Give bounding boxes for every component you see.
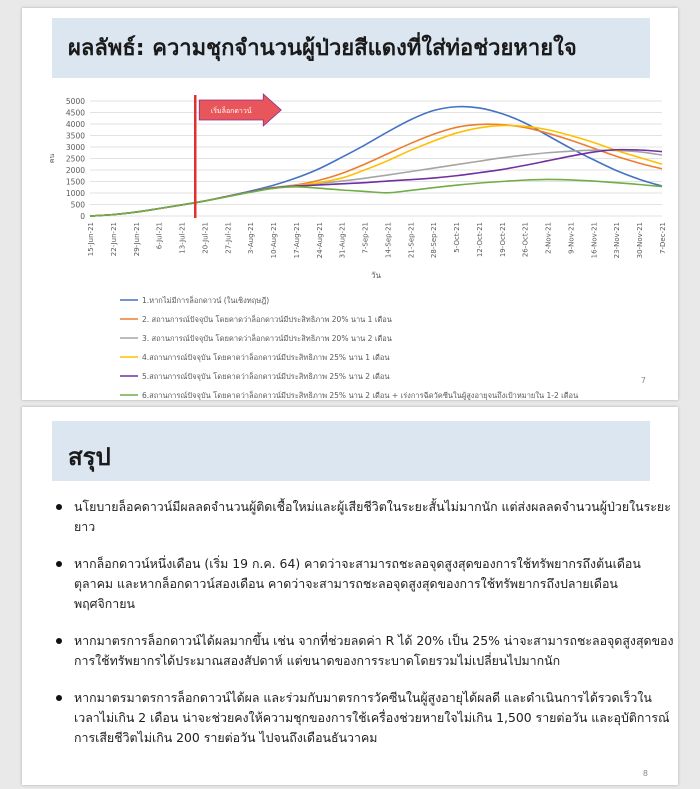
series-line-1: [90, 107, 662, 216]
x-tick-label: 20-Jul-21: [201, 222, 210, 254]
x-tick-label: 29-Jun-21: [132, 222, 141, 257]
x-tick-label: 23-Nov-21: [613, 222, 622, 259]
x-axis-label: วัน: [371, 271, 381, 280]
slide-title: สรุป: [68, 443, 111, 471]
x-tick-label: 12-Oct-21: [475, 222, 484, 258]
x-tick-label: 10-Aug-21: [270, 222, 279, 259]
x-tick-label: 28-Sep-21: [430, 222, 439, 259]
bullet-item: หากมาตรมาตรการล็อกดาวน์ได้ผล และร่วมกับมาตรการวัคซีนในผู้สูงอายุได้ผลดี และดำเนินการได้รวดเร็วในเวลาไม่เกิน 2 เดือน น่าจะช่วยคงให้ความชุกของการใช้เครื่องช่วยหายใจไม่เกิน 1,500 รายต่อวัน และอุบัติการณ์การเสียชีวิตไม่เกิน 200 รายต่อวัน ไปจนถึงเดือนธันวาคม: [56, 688, 676, 748]
y-tick-label: 1500: [65, 177, 85, 187]
lockdown-label: เริ่มล็อกดาวน์: [210, 107, 252, 115]
title-band: [52, 421, 650, 481]
x-tick-label: 31-Aug-21: [338, 222, 347, 259]
x-tick-label: 26-Oct-21: [521, 222, 530, 258]
series-line-6: [90, 179, 662, 216]
y-tick-label: 2000: [65, 166, 85, 175]
legend-label-1: 1.หากไม่มีการล็อกดาวน์ (ในเชิงทฤษฎี): [142, 296, 270, 305]
y-tick-label: 4500: [65, 108, 85, 118]
x-tick-label: 3-Aug-21: [247, 222, 256, 254]
y-tick-label: 5000: [65, 97, 85, 106]
x-tick-label: 7-Dec-21: [659, 222, 667, 254]
y-tick-label: 3000: [65, 143, 85, 152]
x-tick-label: 14-Sep-21: [384, 222, 393, 259]
title-band: [52, 18, 650, 78]
slide-summary: [22, 407, 678, 785]
y-tick-label: 3500: [65, 131, 85, 141]
x-tick-label: 13-Jul-21: [178, 222, 187, 254]
bullet-item: หากล็อกดาวน์หนึ่งเดือน (เริ่ม 19 ก.ค. 64) คาดว่าจะสามารถชะลอจุดสูงสุดของการใช้ทรัพยากรถึงต้นเดือนตุลาคม และหากล็อกดาวน์สองเดือน คาดว่าจะสามารถชะลอจุดสูงสุดของการใช้ทรัพยากรถึงปลายเดือนพฤศจิกายน: [56, 554, 676, 614]
legend-label-2: 2. สถานการณ์ปัจจุบัน โดยคาดว่าล็อกดาวน์มีประสิทธิภาพ 20% นาน 1 เดือน: [142, 315, 392, 324]
y-tick-label: 1000: [65, 189, 85, 198]
x-tick-label: 27-Jul-21: [224, 222, 233, 254]
y-axis-label: คน: [48, 153, 56, 164]
page-number: 8: [642, 769, 648, 778]
legend-label-3: 3. สถานการณ์ปัจจุบัน โดยคาดว่าล็อกดาวน์มีประสิทธิภาพ 20% นาน 2 เดือน: [142, 334, 392, 343]
page-number: 7: [640, 376, 646, 385]
y-tick-label: 0: [80, 212, 85, 221]
y-tick-label: 2500: [65, 154, 85, 164]
x-tick-label: 16-Nov-21: [590, 222, 599, 259]
bullet-item: นโยบายล็อคดาวน์มีผลลดจำนวนผู้ติดเชื้อใหม่และผู้เสียชีวิตในระยะสั้นไม่มากนัก แต่ส่งผลลดจำนวนผู้ป่วยในระยะยาว: [56, 497, 676, 537]
legend-label-6: 6.สถานการณ์ปัจจุบัน โดยคาดว่าล็อกดาวน์มีประสิทธิภาพ 25% นาน 2 เดือน + เร่งการฉีดวัคซีนในผู้สูงอายุจนถึงเป้าหมายใน 1-2 เดือน: [142, 391, 579, 400]
slide-results: [22, 8, 678, 400]
legend-label-4: 4.สถานการณ์ปัจจุบัน โดยคาดว่าล็อกดาวน์มีประสิทธิภาพ 25% นาน 1 เดือน: [142, 353, 390, 362]
slide-title: ผลลัพธ์: ความชุกจำนวนผู้ป่วยสีแดงที่ใส่ท่อช่วยหายใจ: [68, 36, 577, 61]
x-tick-label: 15-Jun-21: [87, 222, 95, 257]
x-tick-label: 7-Sep-21: [361, 222, 370, 254]
x-tick-label: 21-Sep-21: [407, 222, 416, 259]
line-chart: [22, 88, 678, 400]
x-tick-label: 24-Aug-21: [315, 222, 324, 259]
x-tick-label: 19-Oct-21: [498, 222, 507, 258]
y-tick-label: 500: [70, 200, 85, 210]
bullet-item: หากมาตรการล็อกดาวน์ได้ผลมากขึ้น เช่น จากที่ช่วยลดค่า R ได้ 20% เป็น 25% น่าจะสามารถชะลอจุดสูงสุดของการใช้ทรัพยากรได้ประมาณสองสัปดาห์ แต่ขนาดของการระบาดโดยรวมไม่เปลี่ยนไปมากนัก: [56, 631, 676, 671]
x-tick-label: 9-Nov-21: [567, 222, 576, 254]
x-tick-label: 5-Oct-21: [453, 222, 462, 253]
x-tick-label: 17-Aug-21: [292, 222, 301, 259]
x-tick-label: 30-Nov-21: [636, 222, 645, 259]
y-tick-label: 4000: [65, 120, 85, 129]
summary-bullets: [56, 497, 676, 765]
x-tick-label: 6-Jul-21: [155, 222, 164, 250]
x-tick-label: 22-Jun-21: [109, 222, 118, 257]
x-tick-label: 2-Nov-21: [544, 222, 553, 254]
legend-label-5: 5.สถานการณ์ปัจจุบัน โดยคาดว่าล็อกดาวน์มีประสิทธิภาพ 25% นาน 2 เดือน: [142, 372, 390, 381]
